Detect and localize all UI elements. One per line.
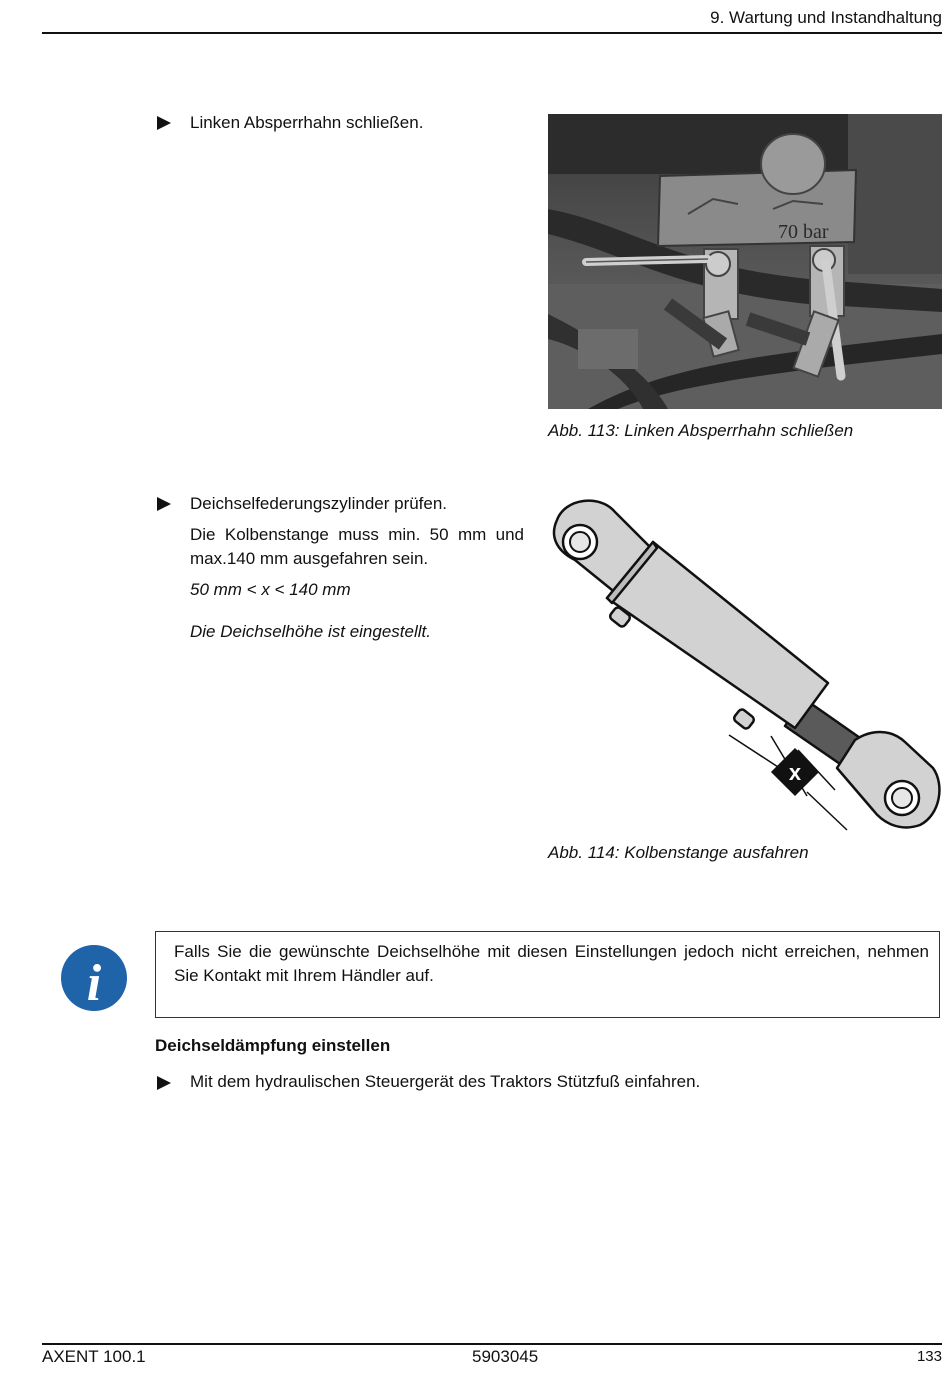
- chapter-title: 9. Wartung und Instandhaltung: [710, 8, 942, 27]
- bullet-icon: [157, 497, 171, 511]
- figure-113-caption: Abb. 113: Linken Absperrhahn schließen: [548, 421, 854, 440]
- bullet-icon: [157, 116, 171, 130]
- plate-label: 70 bar: [778, 221, 829, 243]
- product-name: AXENT 100.1: [42, 1347, 146, 1366]
- footer-divider: [42, 1343, 942, 1345]
- svg-text:i: i: [86, 955, 102, 1012]
- dimension-marker: x: [788, 760, 802, 785]
- header-divider: [42, 32, 942, 34]
- info-icon: [60, 944, 128, 1012]
- step-2-text: Deichselfederungszylinder prüfen.: [190, 494, 448, 513]
- section-heading: Deichseldämpfung einstellen: [155, 1036, 391, 1055]
- section-step-text: Mit dem hydraulischen Steuergerät des Traktors Stützfuß einfahren.: [190, 1072, 701, 1091]
- document-number: 5903045: [472, 1347, 539, 1366]
- valve-photo: [548, 114, 942, 409]
- bullet-icon: [157, 1076, 171, 1090]
- step-2-formula: 50 mm < x < 140 mm: [190, 580, 351, 599]
- page-number: 133: [916, 1348, 942, 1365]
- info-text: Falls Sie die gewünschte Deichselhöhe mit diesen Einstellungen jedoch nicht erreichen, nehmen Sie Kontakt mit Ihrem Händler auf.: [174, 942, 929, 985]
- info-box: [155, 931, 940, 1018]
- figure-114-caption: Abb. 114: Kolbenstange ausfahren: [548, 843, 809, 862]
- step-1-text: Linken Absperrhahn schließen.: [190, 113, 424, 132]
- cylinder-drawing: [545, 490, 945, 835]
- step-2-result: Die Deichselhöhe ist eingestellt.: [190, 622, 431, 641]
- step-2-detail: Die Kolbenstange muss min. 50 mm und max.140 mm ausgefahren sein.: [190, 525, 524, 568]
